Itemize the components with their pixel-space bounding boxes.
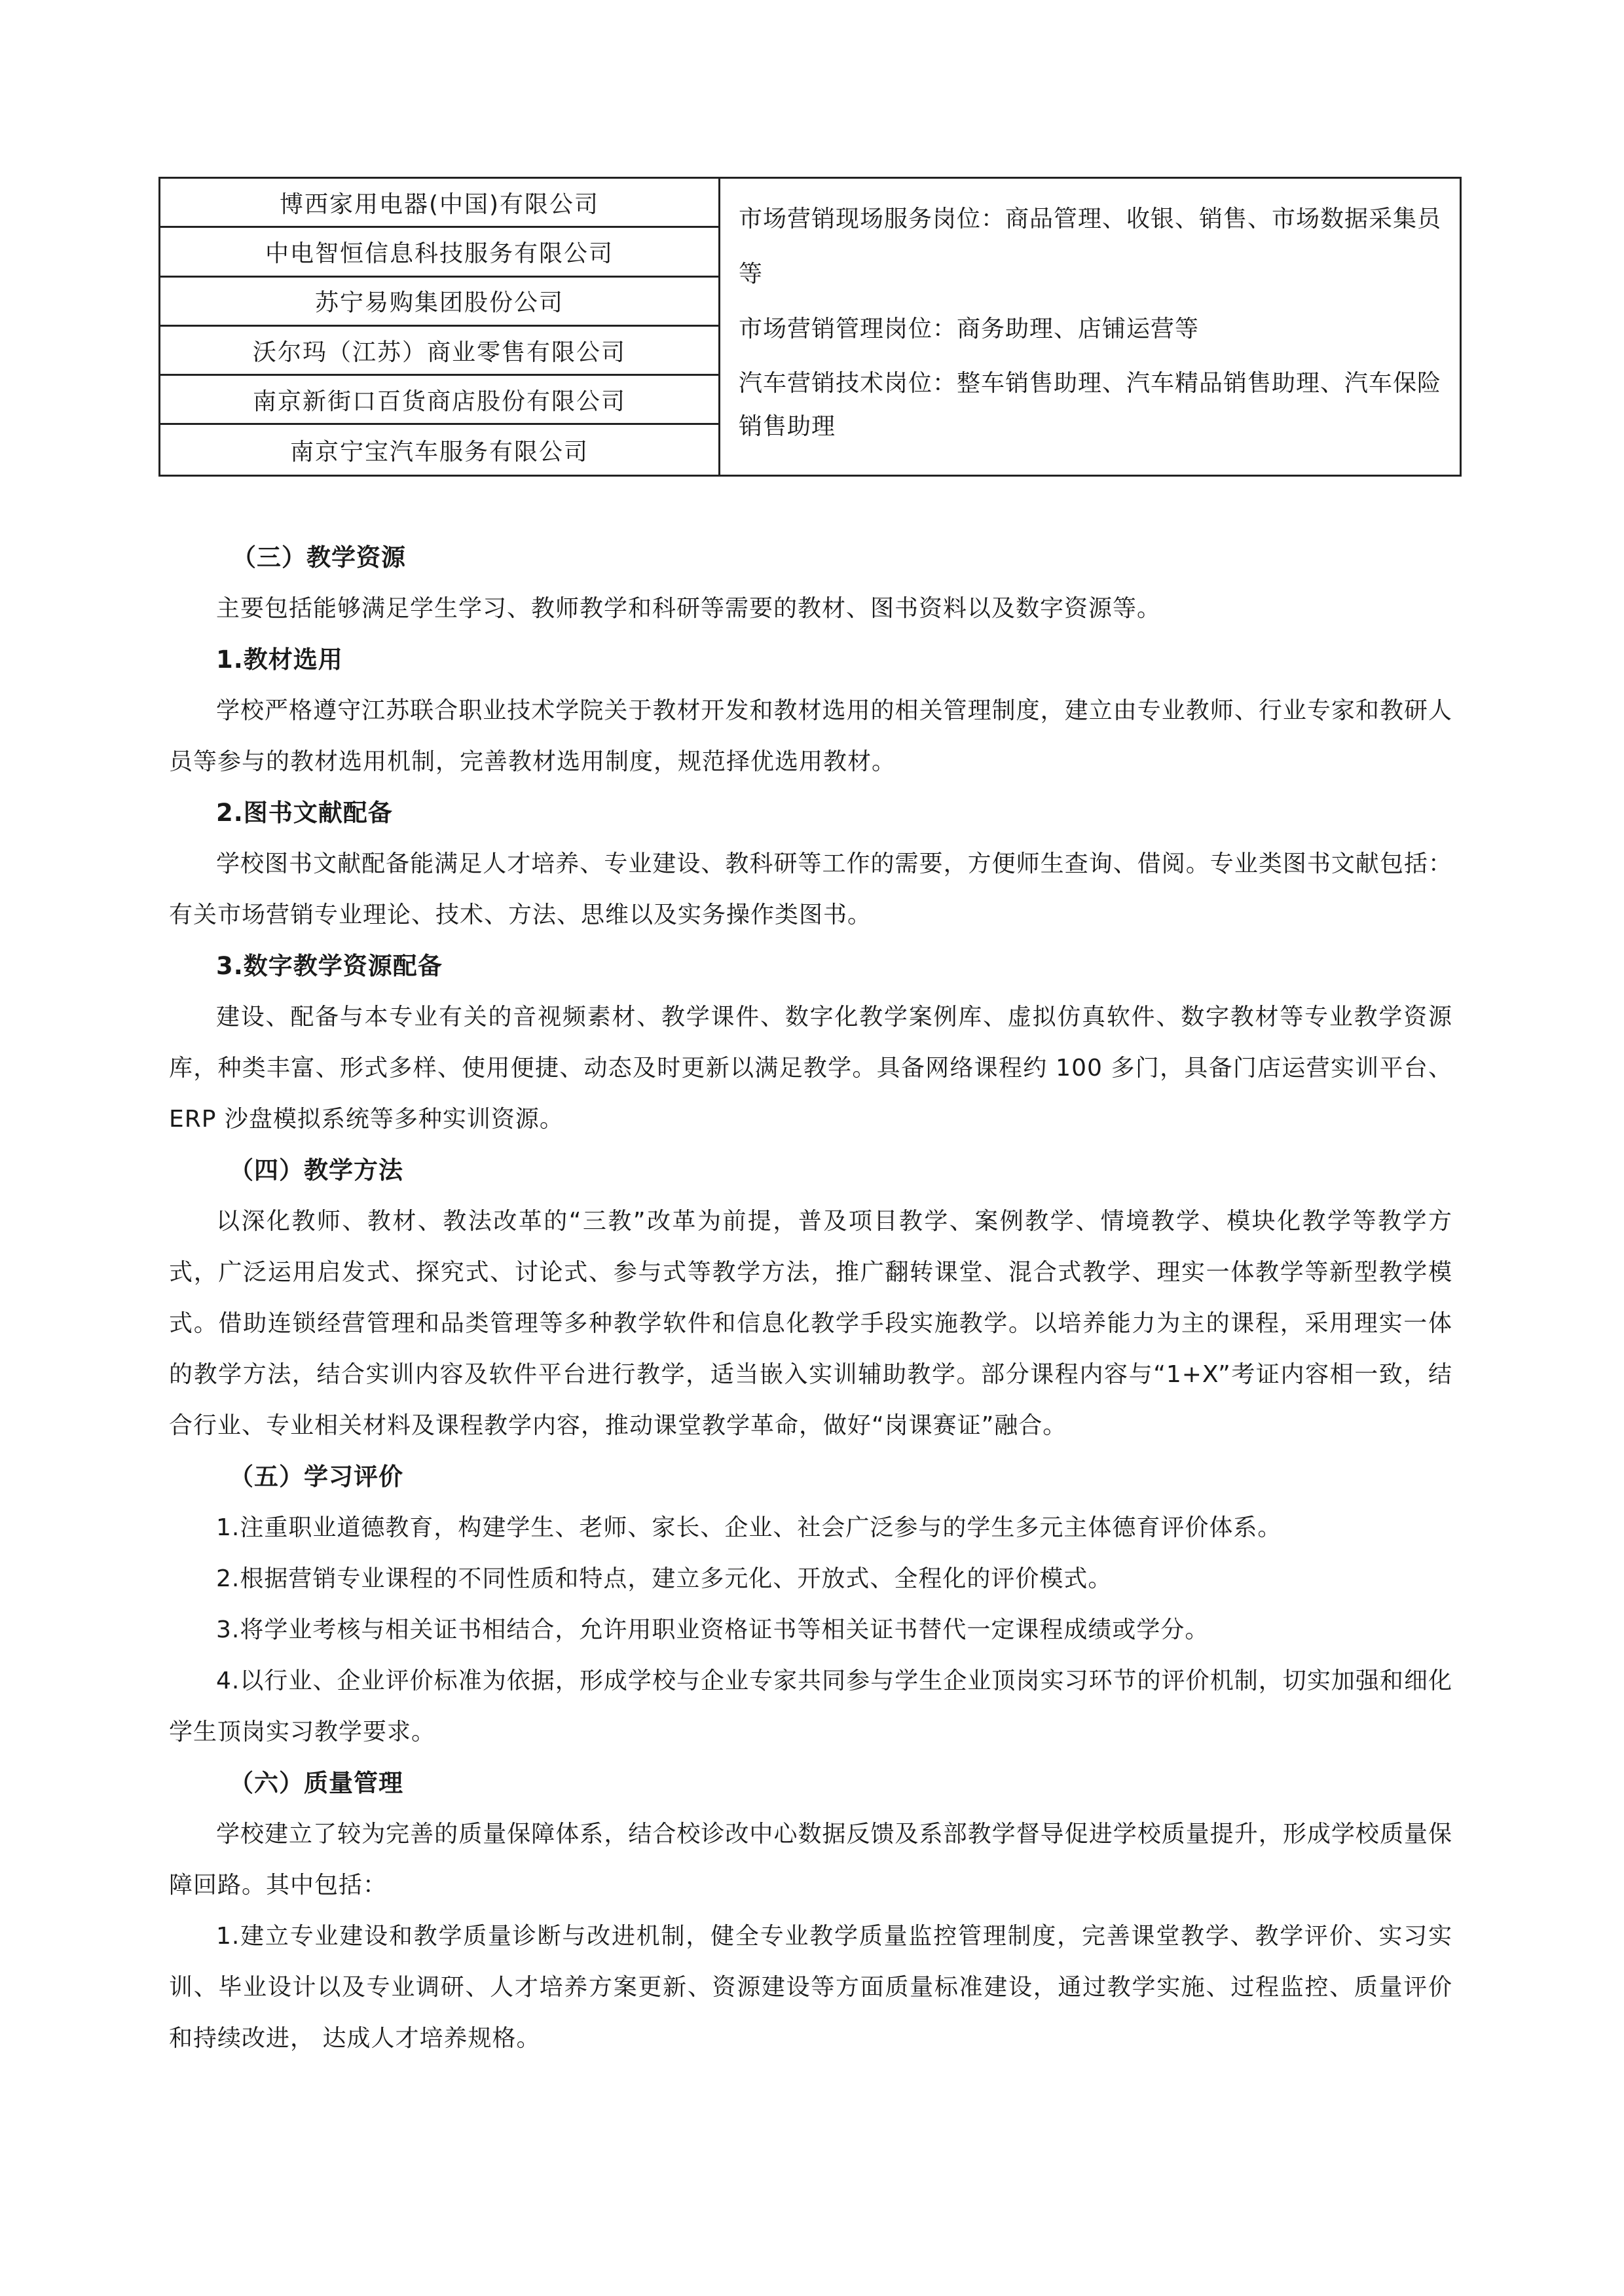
paragraph: 学校图书文献配备能满足人才培养、专业建设、教科研等工作的需要，方便师生查询、借阅。专业类图书文献包括：有关市场营销专业理论、技术、方法、思维以及实务操作类图书。 [169, 850, 1452, 928]
paragraph: 以深化教师、教材、教法改革的“三教”改革为前提，普及项目教学、案例教学、情境教学、模块化教学等教学方式，广泛运用启发式、探究式、讨论式、参与式等教学方法，推广翻转课堂、混合式教学、理实一体教学等新型教学模式。借助连锁经营管理和品类管理等多种教学软件和信息化教学手段实施教学。以培养能力为主的课程，采用理实一体的教学方法，结合实训内容及软件平台进行教学，适当嵌入实训辅助教学。部分课程内容与“1+X”考证内容相一致，结合行业、专业相关材料及课程教学内容，推动课堂教学革命，做好“岗课赛证”融合。 [169, 1208, 1452, 1439]
company-name: 博西家用电器(中国)有限公司 [279, 191, 600, 218]
paragraph: 学校严格遵守江苏联合职业技术学院关于教材开发和教材选用的相关管理制度，建立由专业教师、行业专家和教研人员等参与的教材选用机制，完善教材选用制度，规范择优选用教材。 [169, 697, 1452, 775]
paragraph: 主要包括能够满足学生学习、教师教学和科研等需要的教材、图书资料以及数字资源等。 [216, 595, 1162, 622]
document-body [169, 532, 1452, 2064]
list-item: 1.注重职业道德教育，构建学生、老师、家长、企业、社会广泛参与的学生多元主体德育评价体系。 [216, 1514, 1282, 1541]
section-heading: （四）教学方法 [229, 1156, 403, 1184]
section-heading: （五）学习评价 [229, 1463, 403, 1491]
company-name: 南京新街口百货商店股份有限公司 [252, 388, 626, 415]
table-row [160, 278, 718, 327]
positions-column [720, 179, 1460, 475]
table-row [160, 179, 718, 228]
paragraph: 建设、配备与本专业有关的音视频素材、教学课件、数字化教学案例库、虚拟仿真软件、数字教材等专业教学资源库，种类丰富、形式多样、使用便捷、动态及时更新以满足教学。具备网络课程约 100 多门，具备门店运营实训平台、ERP 沙盘模拟系统等多种实训资源。 [169, 1004, 1452, 1133]
company-name: 沃尔玛（江苏）商业零售有限公司 [252, 338, 626, 366]
table-row [160, 425, 718, 474]
subsection-heading: 1.教材选用 [216, 646, 343, 674]
table-row [160, 228, 718, 277]
table-row [160, 376, 718, 425]
company-column [160, 179, 720, 475]
position-text: 市场营销现场服务岗位：商品管理、收银、销售、市场数据采集员等 [739, 206, 1442, 287]
table-row [160, 327, 718, 376]
company-positions-table [158, 177, 1462, 477]
list-item: 2.根据营销专业课程的不同性质和特点，建立多元化、开放式、全程化的评价模式。 [216, 1565, 1113, 1592]
position-text: 市场营销管理岗位：商务助理、店铺运营等 [739, 316, 1200, 342]
company-name: 苏宁易购集团股份公司 [314, 289, 564, 317]
paragraph: 学校建立了较为完善的质量保障体系，结合校诊改中心数据反馈及系部教学督导促进学校质量提升，形成学校质量保障回路。其中包括： [169, 1821, 1452, 1899]
section-heading: （六）质量管理 [229, 1769, 403, 1797]
list-item: 4.以行业、企业评价标准为依据，形成学校与企业专家共同参与学生企业顶岗实习环节的评价机制，切实加强和细化学生顶岗实习教学要求。 [169, 1667, 1452, 1745]
list-item: 1.建立专业建设和教学质量诊断与改进机制，健全专业教学质量监控管理制度，完善课堂教学、教学评价、实习实训、毕业设计以及专业调研、人才培养方案更新、资源建设等方面质量标准建设，通过教学实施、过程监控、质量评价和持续改进， 达成人才培养规格。 [169, 1923, 1452, 2052]
subsection-heading: 2.图书文献配备 [216, 799, 393, 827]
section-heading: （三）教学资源 [232, 543, 406, 572]
list-item: 3.将学业考核与相关证书相结合，允许用职业资格证书等相关证书替代一定课程成绩或学分。 [216, 1616, 1209, 1643]
company-name: 中电智恒信息科技服务有限公司 [265, 240, 614, 267]
company-name: 南京宁宝汽车服务有限公司 [289, 438, 589, 465]
position-text: 汽车营销技术岗位：整车销售助理、汽车精品销售助理、汽车保险销售助理 [739, 370, 1442, 440]
subsection-heading: 3.数字教学资源配备 [216, 952, 443, 980]
